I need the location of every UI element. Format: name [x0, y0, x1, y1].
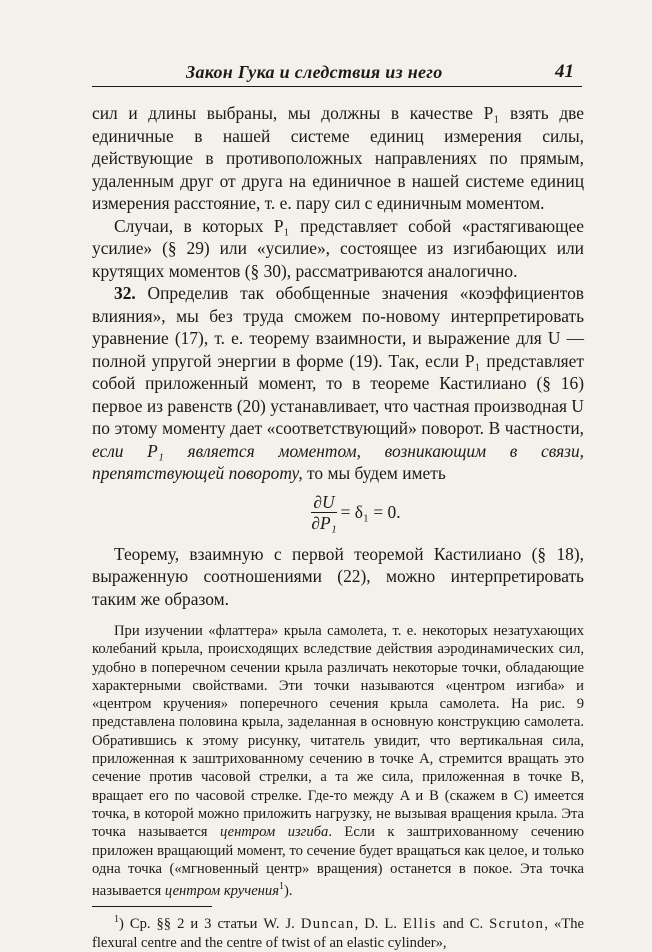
paragraph-4: Теорему, взаимную с первой теоремой Кастилиано (§ 18), выраженную соотношениями (22), можно интерпретировать таким же образом. [92, 543, 584, 609]
paragraph-32 [92, 282, 584, 485]
formula-rest: = δ₁ = 0. [340, 502, 401, 522]
small-text-a: При изучении «флаттера» крыла самолета, т. е. некоторых незатухающих колебаний крыла, происходящих вследствие действия аэродинамических сил, удобно в поперечном сечении крыла различать некоторые точки, обладающие характерными свойствами. Эти точки называются «центром изгиба» и «центром кручения» поперечного сечения крыла самолета. На рис. 9 представлена половина крыла, заделанная в основную конструкцию самолета. Обратившись к этому рисунку, читатель увидит, что вертикальная сила, приложенная к заштрихованному сечению в точке A, стремится вращать это сечение против часовой стрелки, а та же сила, приложенная в точке B, вращает его по часовой стрелке. Где-то между A и B (скажем в C) имеется точка, в которой можно приложить нагрузку, не вызывая вращения крыла. Эта точка называется [92, 623, 584, 841]
formula [128, 489, 584, 537]
paragraph-1: сил и длины выбраны, мы должны в качестве P₁ взять две единичные в нашей системе единиц измерения силы, действующие в противоположных направлениях по прямым, удаленным друг от друга на единичное в нашей системе единиц измерения расстояние, т. е. пару сил с единичным моментом. [92, 103, 584, 213]
page-body [92, 102, 584, 952]
footnote-text-d: , «The flexural centre and the centre of twist of an elastic cylinder», [92, 916, 584, 951]
emphasis-text: если P₁ является моментом, возникающим в связи, препятствующей повороту, [92, 440, 584, 483]
footnote-text-a: ) Ср. §§ 2 и 3 статьи W. J. [119, 916, 301, 933]
footnote-text-b: , D. L. [354, 916, 403, 933]
small-text-b: . Если к заштрихованному сечению приложен вращающий момент, то сечение будет вращаться как целое, и только одна точка («мгновенный центр» вращения) останется в покое. Эта точка называется [92, 824, 584, 900]
fraction-numerator: ∂U [313, 492, 335, 512]
paragraph-32-text-b: то мы будем иметь [302, 463, 446, 483]
footnote [92, 911, 584, 952]
page-number: 41 [555, 61, 574, 82]
running-title: Закон Гука и следствия из него [186, 62, 443, 82]
fraction-denominator: ∂P₁ [311, 513, 337, 533]
paragraph-2: Случаи, в которых P₁ представляет собой «растягивающее усилие» (§ 29) или «усилие», состоящее из изгибающих или крутящих моментов (§ 30), рассматриваются аналогично. [92, 215, 584, 281]
small-print-paragraph [92, 622, 584, 900]
page-header [92, 58, 582, 87]
term-flexural-centre: центром изгиба [219, 824, 329, 841]
footnote-marker: 1 [114, 914, 119, 926]
footnote-author-1: Duncan [300, 916, 355, 933]
footnote-rule [92, 906, 212, 907]
footnote-ref: 1 [279, 881, 284, 893]
fraction [311, 492, 336, 533]
small-text-c: ). [284, 883, 293, 900]
paragraph-32-text-a: Определив так обобщенные значения «коэффициентов влияния», мы без труда сможем по-новому интерпретировать уравнение (17), т. е. теорему взаимности, и выражение для U — полной упругой энергии в форме (19). Так, если P₁ представляет собой приложенный момент, то в теореме Кастилиано (§ 16) первое из равенств (20) устанавливает, что частная производная U по этому моменту дает «соответствующий» поворот. В частности, [92, 283, 584, 438]
footnote-author-3: Scruton [489, 916, 545, 933]
section-number: 32. [114, 283, 136, 303]
term-twist-centre: центром кручения [164, 883, 279, 900]
footnote-author-2: Ellis [402, 916, 437, 933]
footnote-text-c: and C. [436, 916, 490, 933]
